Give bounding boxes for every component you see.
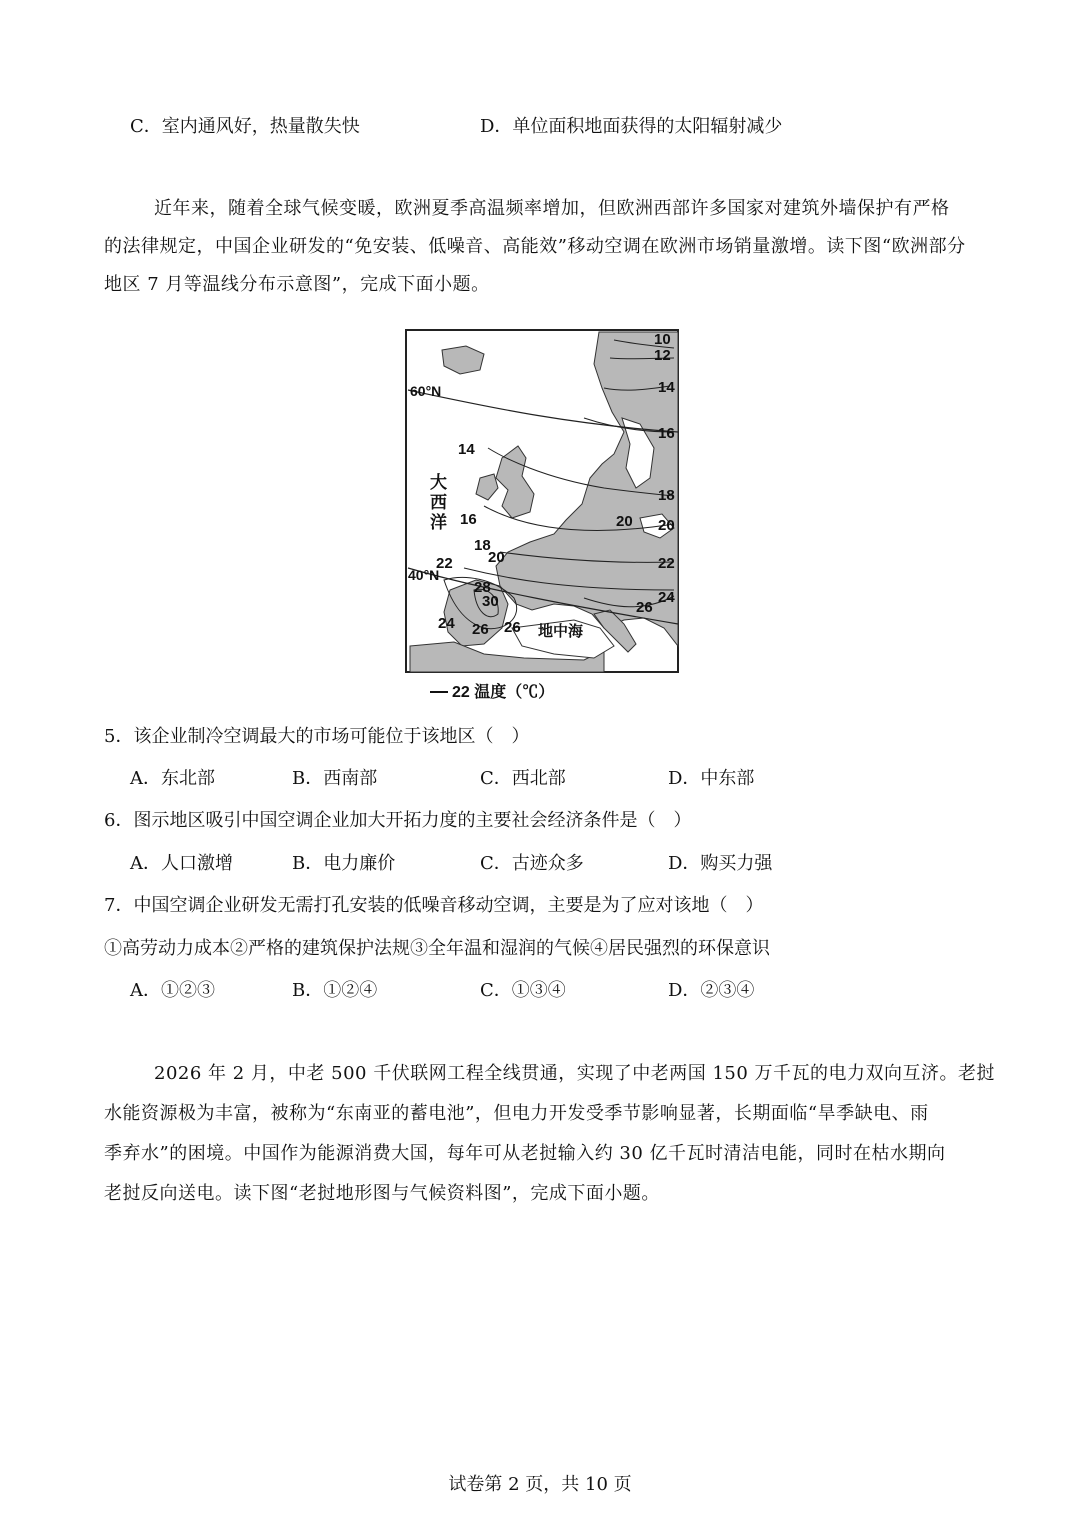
question-7: 7．中国空调企业研发无需打孔安装的低噪音移动空调，主要是为了应对该地（ ） xyxy=(104,895,764,916)
isotherm-label: 14 xyxy=(458,441,475,458)
isotherm-label: 24 xyxy=(438,615,455,632)
isotherm-label: 24 xyxy=(658,589,675,606)
passage-line: 季弃水”的困境。中国作为能源消费大国，每年可从老挝输入约 30 亿千瓦时清洁电能，同时在枯水期向 xyxy=(104,1143,946,1164)
isotherm-label: 22 xyxy=(436,555,453,572)
lat-label: 60°N xyxy=(410,383,442,399)
question-5: 5．该企业制冷空调最大的市场可能位于该地区（ ） xyxy=(104,726,530,747)
page-footer: 试卷第 2 页，共 10 页 xyxy=(448,1474,632,1495)
q6-option-c: C．古迹众多 xyxy=(480,853,584,874)
isotherm-label: 26 xyxy=(504,619,521,636)
passage-line: 的法律规定，中国企业研发的“免安装、低噪音、高能效”移动空调在欧洲市场销量激增。读下图“欧洲部分 xyxy=(104,236,966,257)
passage-europe xyxy=(104,190,984,304)
passage-line: 老挝反向送电。读下图“老挝地形图与气候资料图”，完成下面小题。 xyxy=(104,1183,660,1204)
isotherm-label: 26 xyxy=(472,621,489,638)
question-7-statements: ①高劳动力成本②严格的建筑保护法规③全年温和湿润的气候④居民强烈的环保意识 xyxy=(104,938,770,959)
isotherm-label: 16 xyxy=(658,425,675,442)
isotherm-label: 30 xyxy=(482,593,499,610)
q6-option-a: A．人口激增 xyxy=(130,853,233,874)
isotherm-label: 16 xyxy=(460,511,477,528)
atlantic-label: 洋 xyxy=(430,513,447,532)
q5-option-c: C．西北部 xyxy=(480,768,566,789)
passage-line: 地区 7 月等温线分布示意图”，完成下面小题。 xyxy=(104,274,490,295)
passage-laos xyxy=(104,1054,996,1214)
isotherm-label: 20 xyxy=(616,513,633,530)
isotherm-label: 20 xyxy=(658,517,675,534)
question-6: 6．图示地区吸引中国空调企业加大开拓力度的主要社会经济条件是（ ） xyxy=(104,810,692,831)
q5-option-b: B．西南部 xyxy=(292,768,378,789)
europe-july-isotherm-map xyxy=(404,328,680,700)
passage-line: 近年来，随着全球气候变暖，欧洲夏季高温频率增加，但欧洲西部许多国家对建筑外墙保护有严格 xyxy=(154,198,950,219)
atlantic-label: 大 xyxy=(430,473,447,492)
atlantic-label: 西 xyxy=(430,493,447,512)
isotherm-label: 20 xyxy=(488,549,505,566)
q7-option-d: D．②③④ xyxy=(668,980,755,1001)
isotherm-label: 22 xyxy=(658,555,675,572)
q7-option-a: A．①②③ xyxy=(130,980,215,1001)
q7-option-c: C．①③④ xyxy=(480,980,566,1001)
legend-label: 22 温度（℃） xyxy=(452,684,555,700)
isotherm-label: 12 xyxy=(654,347,671,364)
passage-line: 2026 年 2 月，中老 500 千伏联网工程全线贯通，实现了中老两国 150 万千瓦的电力双向互济。老挝 xyxy=(154,1063,996,1084)
isotherm-label: 18 xyxy=(474,537,491,554)
isotherm-label: 28 xyxy=(474,579,491,596)
isotherm-label: 26 xyxy=(636,599,653,616)
sea-label: 地中海 xyxy=(538,623,584,640)
q6-option-d: D．购买力强 xyxy=(668,853,773,874)
q5-option-a: A．东北部 xyxy=(130,768,215,789)
q7-option-b: B．①②④ xyxy=(292,980,378,1001)
option-d: D．单位面积地面获得的太阳辐射减少 xyxy=(480,116,783,137)
passage-line: 水能资源极为丰富，被称为“东南亚的蓄电池”，但电力开发受季节影响显著，长期面临“旱季缺电、雨 xyxy=(104,1103,929,1124)
isotherm-label: 14 xyxy=(658,379,675,396)
q5-option-d: D．中东部 xyxy=(668,768,755,789)
lat-label: 40°N xyxy=(408,567,440,583)
q6-option-b: B．电力廉价 xyxy=(292,853,396,874)
option-c: C．室内通风好，热量散失快 xyxy=(130,116,360,137)
isotherm-label: 18 xyxy=(658,487,675,504)
isotherm-label: 10 xyxy=(654,331,671,348)
